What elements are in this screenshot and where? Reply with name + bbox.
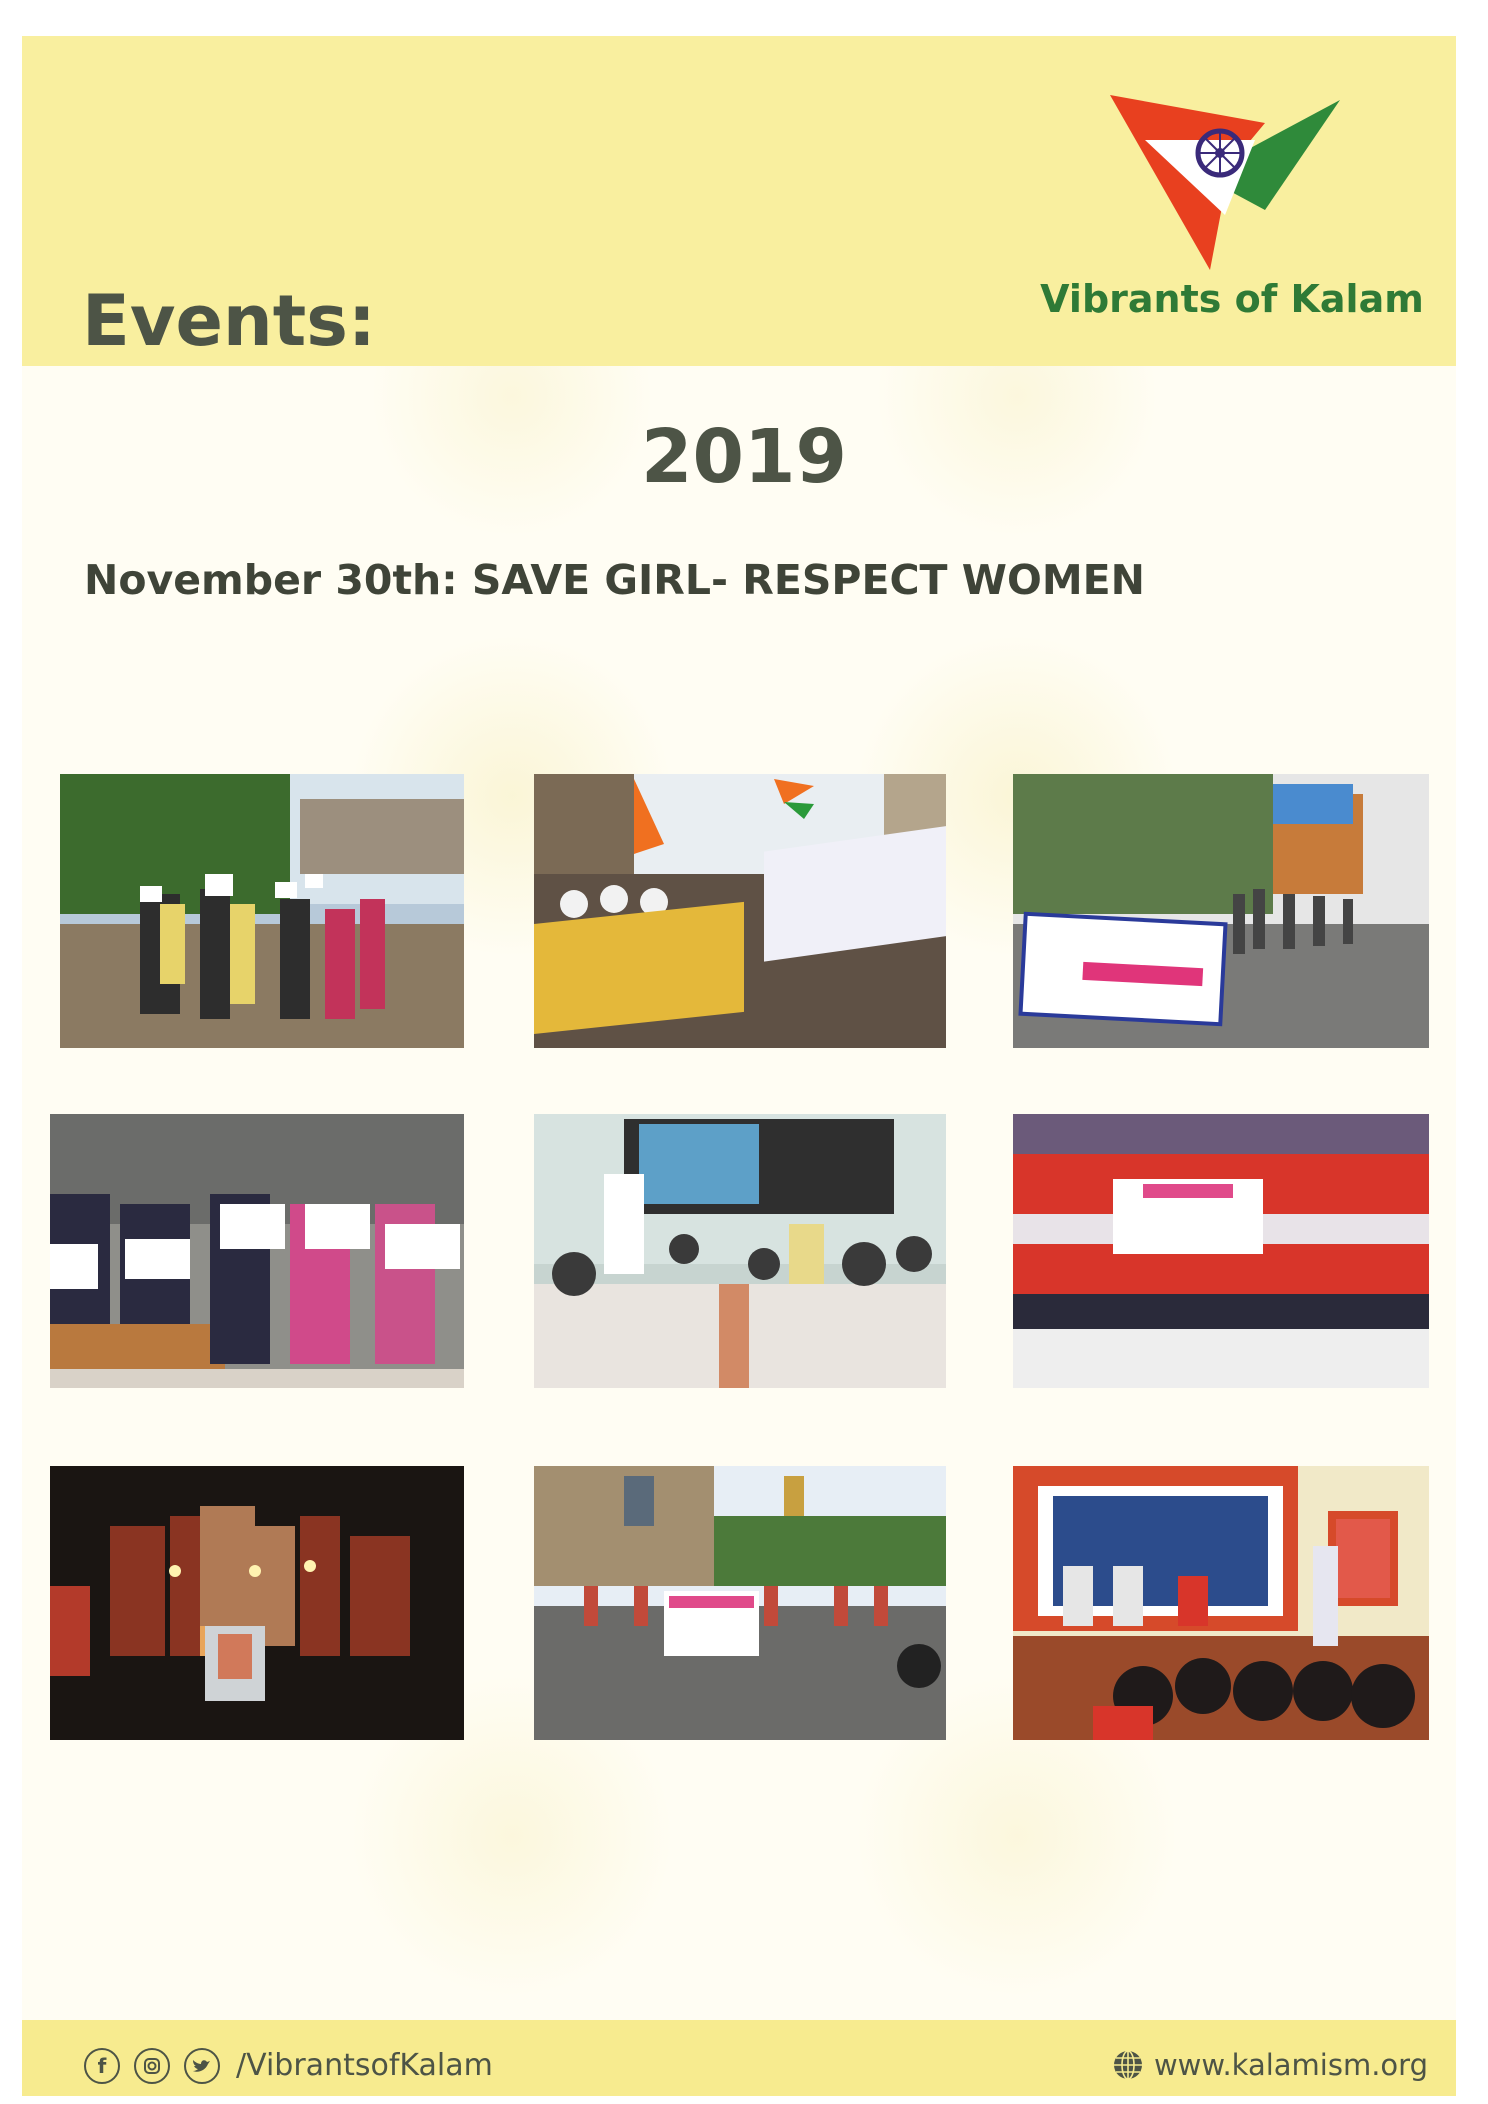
photo-roadside-gathering [534, 1466, 946, 1740]
page-title: Events: [82, 280, 376, 362]
website-url[interactable]: www.kalamism.org [1153, 2048, 1428, 2082]
photo-candlelight-vigil [50, 1466, 464, 1740]
social-links [84, 2048, 493, 2084]
photo-street-march-banner [1013, 774, 1429, 1048]
photo-stage-program [1013, 1466, 1429, 1740]
social-handle[interactable]: /VibrantsofKalam [236, 2048, 493, 2083]
photo-girls-holding-photos [50, 1114, 464, 1388]
photo-classroom-meeting [534, 1114, 946, 1388]
year-heading: 2019 [641, 414, 847, 500]
event-headline: November 30th: SAVE GIRL- RESPECT WOMEN [84, 556, 1145, 604]
instagram-icon[interactable] [134, 2048, 170, 2084]
photo-students-group-banner [1013, 1114, 1429, 1388]
photo-march-with-flags-banner [534, 774, 946, 1048]
facebook-icon[interactable]: f [84, 2048, 120, 2084]
twitter-icon[interactable] [184, 2048, 220, 2084]
photo-rally-placards [60, 774, 464, 1048]
globe-icon [1112, 2049, 1144, 2081]
website-link[interactable] [1112, 2048, 1428, 2082]
brand-name: Vibrants of Kalam [1040, 277, 1424, 321]
